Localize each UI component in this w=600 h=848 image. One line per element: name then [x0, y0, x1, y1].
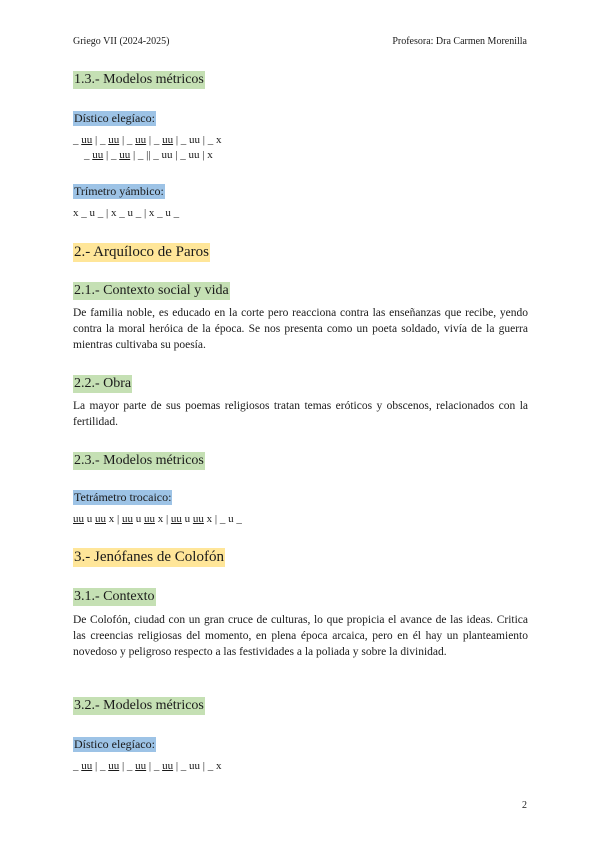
meter-line: _ uu | _ uu | _ uu | _ uu | _ uu | _ x — [73, 760, 222, 772]
header-course: Griego VII (2024-2025) — [73, 36, 170, 47]
distico-label: Dístico elegíaco: — [74, 111, 155, 125]
section-2-2 — [73, 374, 528, 393]
paragraph: La mayor parte de sus poemas religiosos tratan temas eróticos y obscenos, relacionados con la fertilidad. — [73, 400, 528, 428]
meter-line: x _ u _ | x _ u _ | x _ u _ — [73, 207, 180, 219]
section-heading: 3.1.- Contexto — [74, 589, 155, 604]
distico-block — [73, 109, 528, 127]
section-2-1-text — [73, 305, 528, 353]
section-3 — [73, 548, 528, 567]
section-heading: 2.2.- Obra — [74, 376, 132, 391]
distico-lines — [73, 133, 528, 163]
page-number: 2 — [522, 800, 527, 811]
section-heading: 2.1.- Contexto social y vida — [74, 283, 229, 298]
section-3-1-text — [73, 612, 528, 660]
section-1-3 — [73, 70, 528, 89]
section-heading: 3.2.- Modelos métricos — [74, 698, 204, 713]
meter-line: _ uu | _ uu | _ uu | _ uu | _ uu | _ x — [73, 134, 222, 146]
section-3-2 — [73, 696, 528, 715]
trimetro-block — [73, 182, 528, 200]
distico-label: Dístico elegíaco: — [74, 737, 155, 751]
paragraph: De familia noble, es educado en la corte pero reacciona contra las enseñanzas que recibe, yendo contra la moral heróica de la época. Se nos presenta como un poeta soldado, vivía de la guerra mientras cultivaba su poesía. — [73, 307, 528, 351]
section-heading: 1.3.- Modelos métricos — [74, 72, 204, 87]
trimetro-lines — [73, 206, 528, 221]
tetrametro-block — [73, 488, 528, 506]
section-heading: 2.3.- Modelos métricos — [74, 453, 204, 468]
section-2-1 — [73, 281, 528, 300]
section-heading: 2.- Arquíloco de Paros — [74, 244, 209, 260]
section-2 — [73, 243, 528, 262]
header-professor: Profesora: Dra Carmen Morenilla — [392, 36, 527, 47]
tetrametro-lines — [73, 512, 528, 527]
section-3-1 — [73, 587, 528, 606]
meter-line: uu u uu x | uu u uu x | uu u uu x | _ u _ — [73, 513, 242, 525]
trimetro-label: Trímetro yámbico: — [74, 184, 164, 198]
distico-lines-2 — [73, 759, 528, 774]
distico-block-2 — [73, 735, 528, 753]
section-2-3 — [73, 451, 528, 470]
tetrametro-label: Tetrámetro trocaico: — [74, 490, 172, 504]
meter-line: _ uu | _ uu | _ || _ uu | _ uu | x — [84, 149, 213, 161]
section-heading: 3.- Jenófanes de Colofón — [74, 549, 224, 565]
paragraph: De Colofón, ciudad con un gran cruce de culturas, lo que propicia el avance de las ideas. Critica las creencias religiosas del momento, en plena época arcaica, pero en él hay un planteamiento novedoso y peligroso respecto a las festividades a la poliada y sobre la divinidad. — [73, 614, 528, 658]
section-2-2-text — [73, 398, 528, 430]
